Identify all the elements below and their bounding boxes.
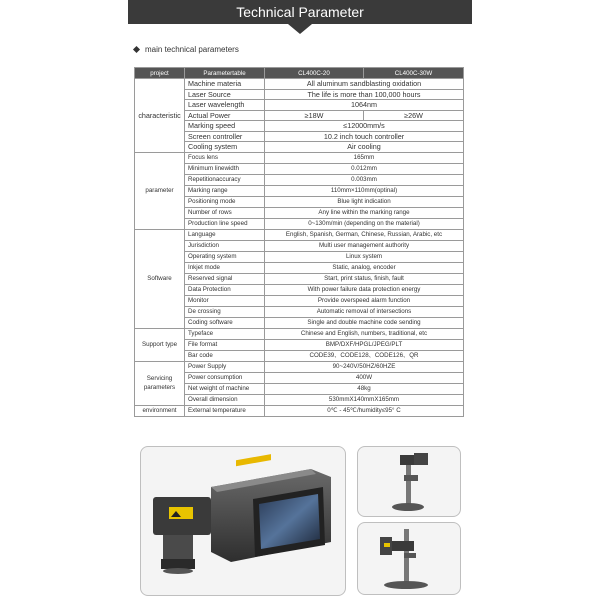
parameter-label: Overall dimension [185,394,265,405]
laser-marker-illustration [141,447,345,595]
parameter-label: Bar code [185,350,265,361]
parameter-label: Data Protection [185,284,265,295]
header-project: project [135,68,185,79]
parameter-value: Linux system [265,251,464,262]
parameter-value: ≤12000mm/s [265,121,464,132]
parameter-value: BMP/DXF/HPGL/JPEG/PLT [265,339,464,350]
parameter-value: 400W [265,372,464,383]
parameter-value: 0~130m/min (depending on the material) [265,218,464,229]
table-row [135,121,464,132]
parameter-value: Multi user management authority [265,240,464,251]
section-heading [134,45,239,54]
parameter-label: Marking speed [185,121,265,132]
parameter-label: Power consumption [185,372,265,383]
parameter-label: Power Supply [185,361,265,372]
table-row [135,284,464,295]
table-row [135,383,464,394]
parameter-label: Focus lens [185,152,265,163]
parameter-label: Marking range [185,185,265,196]
parameter-value: Automatic removal of intersections [265,306,464,317]
parameter-label: External temperature [185,405,265,416]
parameter-label: Production line speed [185,218,265,229]
table-header-row [135,68,464,79]
parameter-value: 0℃ - 45℃/humidity≤95° C [265,405,464,416]
table-row [135,394,464,405]
header-model-20: CL400C-20 [265,68,364,79]
table-row [135,174,464,185]
section-title: main technical parameters [145,45,239,54]
parameter-value: The life is more than 100,000 hours [265,89,464,100]
stand-photo-side [357,522,461,595]
table-row [135,350,464,361]
table-row [135,240,464,251]
parameter-table [134,67,464,417]
diamond-bullet-icon [133,46,140,53]
parameter-label: Machine materia [185,79,265,90]
table-row [135,89,464,100]
table-row [135,185,464,196]
parameter-value: 48kg [265,383,464,394]
table-row [135,295,464,306]
parameter-value: 0.003mm [265,174,464,185]
parameter-label: Screen controller [185,131,265,142]
parameter-label: Laser Source [185,89,265,100]
table-row [135,372,464,383]
parameter-label: Inkjet mode [185,262,265,273]
category-cell: Software [135,229,185,328]
table-row [135,218,464,229]
parameter-value: 530mmX140mmX165mm [265,394,464,405]
parameter-value: With power failure data protection energy [265,284,464,295]
category-cell: characteristic [135,79,185,153]
parameter-value: 0.012mm [265,163,464,174]
table-row [135,328,464,339]
parameter-value: Single and double machine code sending [265,317,464,328]
table-row [135,196,464,207]
parameter-label: File format [185,339,265,350]
parameter-label: Language [185,229,265,240]
parameter-label: Typeface [185,328,265,339]
table-row [135,251,464,262]
parameter-value: Start, print status, finish, fault [265,273,464,284]
table-row [135,142,464,153]
parameter-label: Operating system [185,251,265,262]
table-row [135,100,464,111]
header-parametertable: Parametertable [185,68,265,79]
parameter-value: Static, analog, encoder [265,262,464,273]
parameter-label: Repetitionaccuracy [185,174,265,185]
table-row [135,361,464,372]
table-row [135,152,464,163]
parameter-value: 110mm×110mm(optinal) [265,185,464,196]
parameter-label: Actual Power [185,110,265,121]
table-row [135,405,464,416]
parameter-label: Minimum linewidth [185,163,265,174]
parameter-value: Air cooling [265,142,464,153]
table-row [135,163,464,174]
parameter-label: Reserved signal [185,273,265,284]
table-row [135,110,464,121]
parameter-value: 1064nm [265,100,464,111]
parameter-value: 165mm [265,152,464,163]
banner [128,0,472,24]
parameter-value: All aluminum sandblasting oxidation [265,79,464,90]
parameter-value: Chinese and English, numbers, traditional, etc [265,328,464,339]
header-model-30: CL400C-30W [364,68,464,79]
category-cell: environment [135,405,185,416]
parameter-value: English, Spanish, German, Chinese, Russian, Arabic, etc [265,229,464,240]
stand-photo-front [357,446,461,517]
parameter-value: ≥26W [364,110,464,121]
table-row [135,207,464,218]
stand-side-illustration [358,523,460,594]
category-cell: Support type [135,328,185,361]
parameter-value: Provide overspeed alarm function [265,295,464,306]
parameter-label: Coding software [185,317,265,328]
table-row [135,273,464,284]
parameter-label: Number of rows [185,207,265,218]
parameter-label: Net weight of machine [185,383,265,394]
parameter-value: Any line within the marking range [265,207,464,218]
table-row [135,306,464,317]
table-row [135,79,464,90]
parameter-label: Cooling system [185,142,265,153]
parameter-value: 10.2 inch touch controller [265,131,464,142]
table-row [135,339,464,350]
table-row [135,229,464,240]
parameter-value: Blue light indication [265,196,464,207]
parameter-value: 90~240V/50HZ/60HZE [265,361,464,372]
table-row [135,262,464,273]
table-row [135,317,464,328]
parameter-label: Laser wavelength [185,100,265,111]
banner-title: Technical Parameter [236,4,364,20]
parameter-label: Monitor [185,295,265,306]
category-cell: Servicing parameters [135,361,185,405]
parameter-value: CODE39、CODE128、CODE126、QR [265,350,464,361]
stand-illustration [358,447,460,516]
parameter-value: ≥18W [265,110,364,121]
parameter-label: De crossing [185,306,265,317]
banner-notch [288,24,312,34]
main-product-photo [140,446,346,596]
table-row [135,131,464,142]
category-cell: parameter [135,152,185,229]
parameter-label: Positioning mode [185,196,265,207]
parameter-label: Jurisdiction [185,240,265,251]
